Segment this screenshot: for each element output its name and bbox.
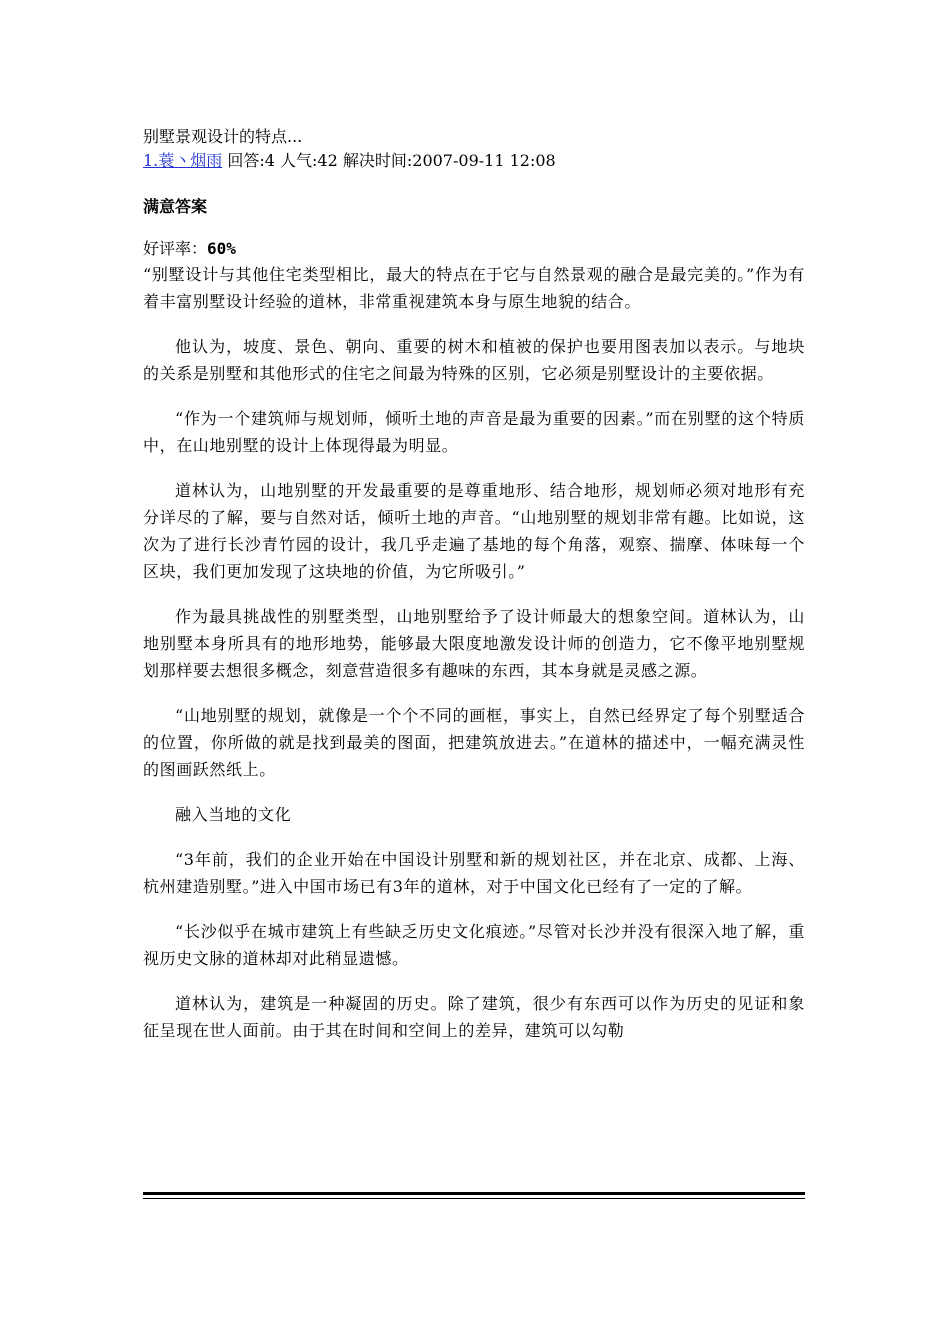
footer-rule-thick bbox=[143, 1192, 805, 1195]
answer-subheading: 融入当地的文化 bbox=[175, 805, 292, 824]
answer-paragraph: 道林认为，山地别墅的开发最重要的是尊重地形、结合地形，规划师必须对地形有充分详尽的了解，要与自然对话，倾听土地的声音。“山地别墅的规划非常有趣。比如说，这次为了进行长沙青竹园的设计，我几乎走遍了基地的每个角落，观察、揣摩、体味每一个区块，我们更加发现了这块地的价值，为它所吸引。” bbox=[143, 481, 805, 581]
answer-paragraph: 他认为，坡度、景色、朝向、重要的树木和植被的保护也要用图表加以表示。与地块的关系是别墅和其他形式的住宅之间最为特殊的区别，它必须是别墅设计的主要依据。 bbox=[143, 337, 805, 383]
answer-paragraph: 作为最具挑战性的别墅类型，山地别墅给予了设计师最大的想象空间。道林认为，山地别墅本身所具有的地形地势，能够最大限度地激发设计师的创造力，它不像平地别墅规划那样要去想很多概念，刻意营造很多有趣味的东西，其本身就是灵感之源。 bbox=[143, 607, 805, 680]
answer-paragraph: “作为一个建筑师与规划师，倾听土地的声音是最为重要的因素。”而在别墅的这个特质中，在山地别墅的设计上体现得最为明显。 bbox=[143, 409, 805, 455]
rating-label: 好评率： bbox=[143, 239, 208, 258]
question-meta bbox=[143, 149, 805, 173]
rating-line bbox=[143, 237, 805, 261]
answer-paragraph: “山地别墅的规划，就像是一个个不同的画框，事实上，自然已经界定了每个别墅适合的位置，你所做的就是找到最美的图面，把建筑放进去。”在道林的描述中，一幅充满灵性的图画跃然纸上。 bbox=[143, 706, 805, 779]
question-stats: 回答:4 人气:42 解决时间:2007-09-11 12:08 bbox=[227, 151, 556, 170]
answer-body bbox=[143, 261, 805, 1044]
answer-paragraph: “长沙似乎在城市建筑上有些缺乏历史文化痕迹。”尽管对长沙并没有很深入地了解，重视历史文脉的道林却对此稍显遗憾。 bbox=[143, 922, 805, 968]
footer-rule-thin bbox=[143, 1198, 805, 1199]
document-page bbox=[143, 125, 805, 1062]
question-title: 别墅景观设计的特点... bbox=[143, 127, 303, 146]
answer-heading: 满意答案 bbox=[143, 197, 208, 216]
rating-value: 60% bbox=[207, 239, 236, 258]
answer-paragraph: 道林认为，建筑是一种凝固的历史。除了建筑，很少有东西可以作为历史的见证和象征呈现在世人面前。由于其在时间和空间上的差异，建筑可以勾勒 bbox=[143, 994, 805, 1040]
author-link[interactable]: 1.蓑丶烟雨 bbox=[143, 151, 223, 170]
answer-paragraph: “别墅设计与其他住宅类型相比，最大的特点在于它与自然景观的融合是最完美的。”作为有着丰富别墅设计经验的道林，非常重视建筑本身与原生地貌的结合。 bbox=[143, 265, 805, 311]
answer-paragraph: “3年前，我们的企业开始在中国设计别墅和新的规划社区，并在北京、成都、上海、杭州建造别墅。”进入中国市场已有3年的道林，对于中国文化已经有了一定的了解。 bbox=[143, 850, 805, 896]
